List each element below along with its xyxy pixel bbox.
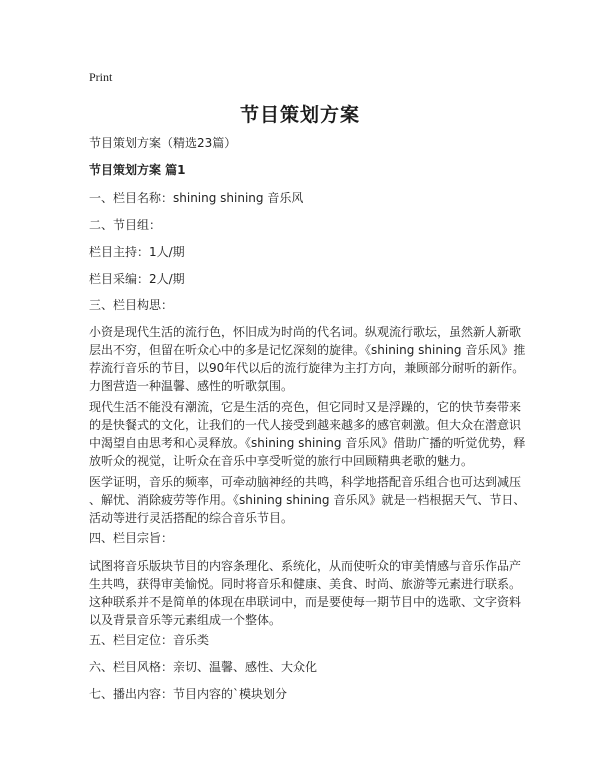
paragraph-4: 试图将音乐版块节目的内容条理化、系统化，从而使听众的审美情感与音乐作品产 生共鸣，获得审美愉悦。同时将音乐和健康、美食、时尚、旅游等元素进行联系。 这种联系并不是简单的体现在串联词中，而是要使每一期节目中的选歌、文字资料 以及背景音乐等元素组成一个整体。 <box>89 559 522 627</box>
paragraph-1: 小资是现代生活的流行色，怀旧成为时尚的代名词。纵观流行歌坛，虽然新人新歌 层出不穷，但留在听众心中的多是记忆深刻的旋律。《shining shining 音乐风》推 荐流行音乐的节目，以90年代以后的流行旋律为主打方向，兼顾部分耐听的新作。 力图营造一种温馨、感性的听歌氛围。 <box>89 325 526 393</box>
item-editor: 栏目采编：2人/期 <box>89 272 185 286</box>
item-name: 一、栏目名称：shining shining 音乐风 <box>89 191 304 205</box>
section-heading: 节目策划方案 篇1 <box>89 163 186 177</box>
page-title: 节目策划方案 <box>239 104 360 126</box>
paragraph-2: 现代生活不能没有潮流，它是生活的亮色，但它同时又是浮躁的，它的快节奏带来 的是快餐式的文化，让我们的一代人接受到越来越多的感官刺激。但大众在潜意识 中渴望自由思考和心灵释放。《shining shining 音乐风》借助广播的听觉优势，释 放听众的视觉，让听众在音乐中享受听觉的旅行中回顾精典老歌的魅力。 <box>89 400 526 468</box>
subtitle: 节目策划方案（精选23篇） <box>89 136 237 150</box>
item-purpose: 四、栏目宗旨： <box>89 531 174 545</box>
item-host: 栏目主持：1人/期 <box>89 245 185 259</box>
item-concept: 三、栏目构思： <box>89 298 174 312</box>
item-position: 五、栏目定位：音乐类 <box>89 633 210 647</box>
item-broadcast: 七、播出内容：节目内容的`模块划分 <box>89 687 288 701</box>
item-style: 六、栏目风格：亲切、温馨、感性、大众化 <box>89 660 318 674</box>
print-link[interactable]: Print <box>89 70 113 84</box>
item-group: 二、节目组： <box>89 218 162 232</box>
paragraph-3: 医学证明，音乐的频率，可牵动脑神经的共鸣，科学地搭配音乐组合也可达到减压 、解忧、消除疲劳等作用。《shining shining 音乐风》就是一档根据天气、节日、 活动等进行灵活搭配的综合音乐节目。 <box>89 475 526 525</box>
